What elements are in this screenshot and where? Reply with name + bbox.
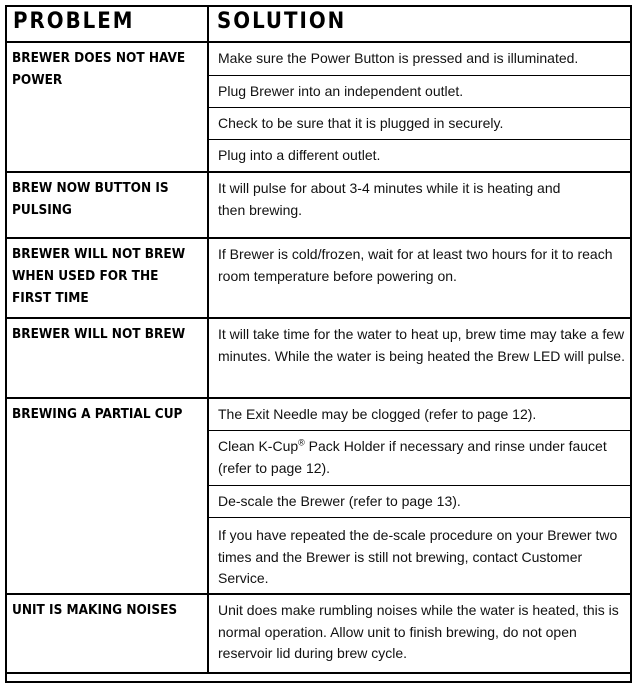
solution-cell [208,594,632,673]
solution-header: SOLUTION [208,5,632,42]
troubleshooting-table [5,5,632,674]
table-row [5,594,632,673]
solution-text: Clean K-Cup [218,438,299,454]
troubleshooting-table-frame [5,5,632,683]
table-row [5,318,632,398]
solution-cell [208,318,632,398]
registered-mark: ® [298,437,305,448]
solution-item [209,431,632,486]
problem-cell: BREWER WILL NOT BREW WHEN USED FOR THE FIRST TIME [5,238,208,318]
solution-item: It will pulse for about 3-4 minutes while it is heating and then brewing. [218,180,561,218]
solution-text: Pack Holder if necessary and rinse under faucet (refer to page 12). [218,438,607,476]
solution-cell [208,398,632,594]
problem-header: PROBLEM [5,5,208,42]
table-row [5,42,632,172]
solution-item: Check to be sure that it is plugged in securely. [209,108,632,140]
solution-cell [208,172,632,238]
solution-item: If you have repeated the de-scale procedure on your Brewer two times and the Brewer is still not brewing, contact Customer Service. [218,527,618,586]
solution-item: Plug into a different outlet. [218,147,381,163]
solution-item: Unit does make rumbling noises while the water is heated, this is normal operation. Allow unit to finish brewing, do not open reservoir lid during brew cycle. [218,602,619,661]
table-row [5,398,632,594]
table-header-row [5,5,632,42]
table-row [5,172,632,238]
problem-cell: UNIT IS MAKING NOISES [5,594,208,673]
problem-cell: BREW NOW BUTTON IS PULSING [5,172,208,238]
solution-item: Make sure the Power Button is pressed and is illuminated. [209,43,632,76]
solution-cell [208,42,632,172]
solution-item: If Brewer is cold/frozen, wait for at least two hours for it to reach room temperature before powering on. [218,246,613,284]
table-row [5,238,632,318]
solution-cell [208,238,632,318]
problem-cell: BREWING A PARTIAL CUP [5,398,208,594]
solution-item: Plug Brewer into an independent outlet. [209,76,632,108]
problem-cell: BREWER DOES NOT HAVE POWER [5,42,208,172]
solution-item: The Exit Needle may be clogged (refer to page 12). [209,399,632,431]
solution-item: De-scale the Brewer (refer to page 13). [209,486,632,518]
problem-cell: BREWER WILL NOT BREW [5,318,208,398]
solution-item: It will take time for the water to heat up, brew time may take a few minutes. While the water is being heated the Brew LED will pulse. [218,326,625,364]
